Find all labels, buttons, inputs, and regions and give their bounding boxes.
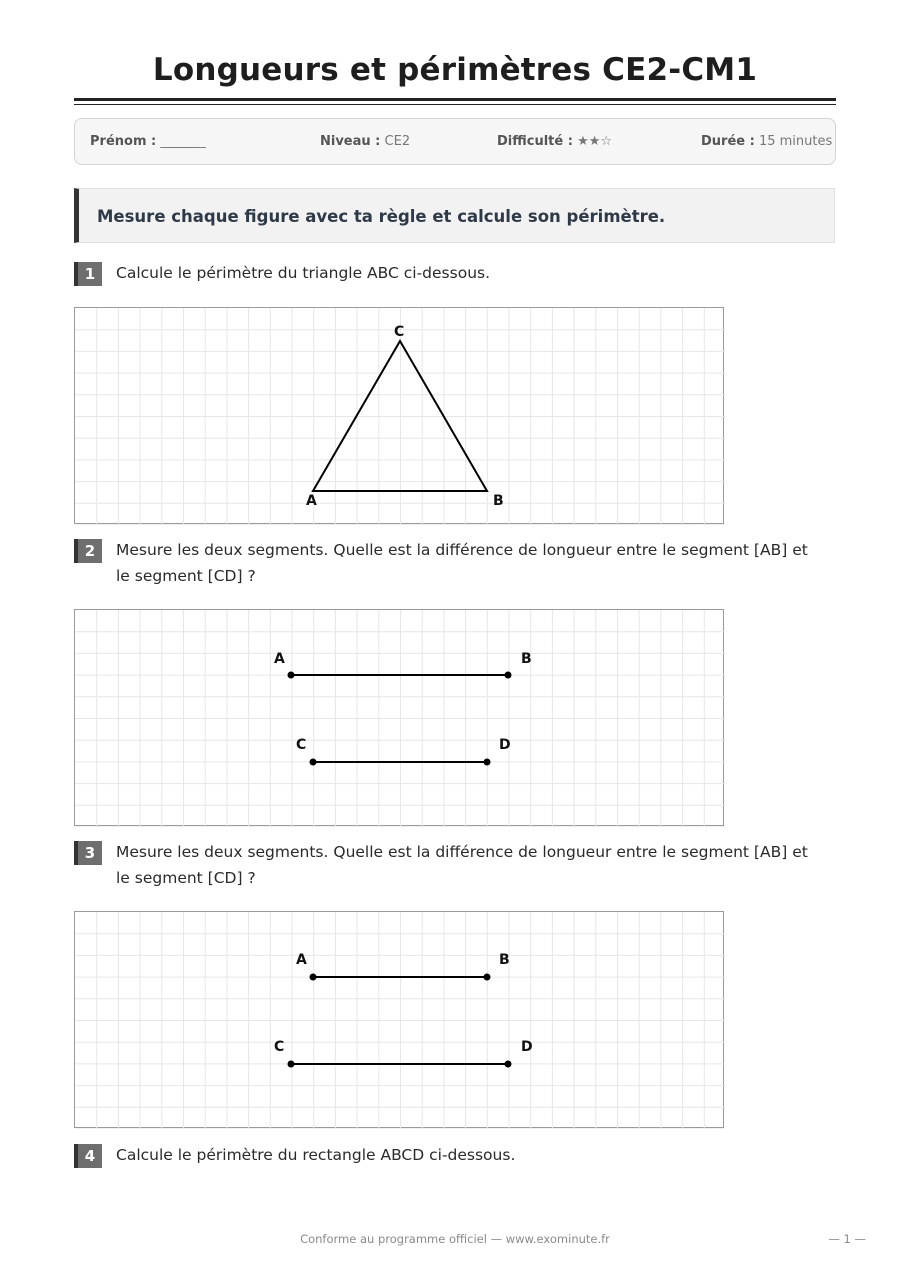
title-rule-thin [74, 104, 836, 105]
label-c: C [394, 324, 405, 340]
niveau-field [320, 134, 410, 149]
grid-lines [75, 610, 725, 827]
point-c [310, 759, 317, 766]
point-d [505, 1061, 512, 1068]
page-number: — 1 — [828, 1232, 866, 1246]
segments-2-svg [75, 912, 725, 1129]
duree-field [701, 134, 832, 149]
question-2-text: Mesure les deux segments. Quelle est la différence de longueur entre le segment [AB] et le segment [CD] ? [116, 541, 808, 585]
label-a: A [306, 493, 317, 509]
prenom-value: _______ [160, 134, 206, 149]
segments-1-svg [75, 610, 725, 827]
label-b: B [521, 651, 532, 667]
question-1-text: Calcule le périmètre du triangle ABC ci-dessous. [116, 264, 491, 282]
duree-label: Durée : [701, 134, 755, 149]
label-a: A [274, 651, 285, 667]
instruction-box [74, 188, 835, 243]
question-4-number: 4 [74, 1144, 102, 1168]
difficulte-field [497, 134, 612, 149]
question-2-number: 2 [74, 539, 102, 563]
figure-segments-2 [74, 911, 724, 1128]
difficulte-label: Difficulté : [497, 134, 573, 149]
question-1-number: 1 [74, 262, 102, 286]
question-3-text: Mesure les deux segments. Quelle est la différence de longueur entre le segment [AB] et le segment [CD] ? [116, 843, 808, 887]
label-a: A [296, 952, 307, 968]
point-d [484, 759, 491, 766]
niveau-value: CE2 [384, 134, 411, 149]
figure-segments-1 [74, 609, 724, 826]
label-b: B [499, 952, 510, 968]
instruction-text: Mesure chaque figure avec ta règle et calcule son périmètre. [97, 207, 666, 226]
point-c [288, 1061, 295, 1068]
question-3-number: 3 [74, 841, 102, 865]
point-a [288, 672, 295, 679]
figure-triangle [74, 307, 724, 524]
label-c: C [296, 737, 307, 753]
label-d: D [499, 737, 511, 753]
footer-text: Conforme au programme officiel — www.exominute.fr [300, 1232, 610, 1246]
difficulte-value: ★★☆ [577, 134, 613, 149]
label-b: B [493, 493, 504, 509]
grid-lines [75, 912, 725, 1129]
triangle-svg [75, 308, 725, 525]
prenom-label: Prénom : [90, 134, 157, 149]
question-4-text: Calcule le périmètre du rectangle ABCD ci-dessous. [116, 1146, 516, 1164]
niveau-label: Niveau : [320, 134, 381, 149]
point-b [484, 974, 491, 981]
label-d: D [521, 1039, 533, 1055]
point-a [310, 974, 317, 981]
prenom-field[interactable] [90, 134, 206, 149]
point-b [505, 672, 512, 679]
label-c: C [274, 1039, 285, 1055]
duree-value: 15 minutes [758, 134, 833, 149]
page-title: Longueurs et périmètres CE2-CM1 [152, 52, 758, 88]
title-rule-thick [74, 98, 836, 101]
info-bar [74, 118, 836, 165]
